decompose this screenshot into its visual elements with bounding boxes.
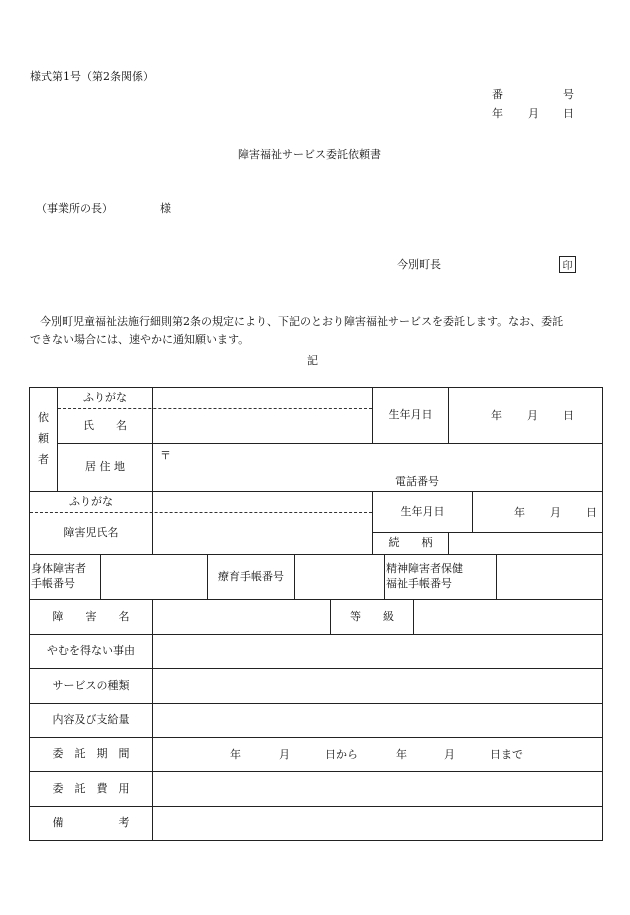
period-year-1: 年 — [230, 748, 241, 761]
period-month-2: 月 — [444, 748, 455, 761]
grade-label: 等 級 — [350, 609, 394, 623]
date-month-label: 月 — [528, 107, 539, 120]
body-line-2: できない場合には、速やかに通知願います。 — [30, 333, 250, 346]
address-label: 居 住 地 — [85, 460, 125, 474]
number-label-ban: 番 — [492, 88, 503, 101]
period-from: 日から — [325, 748, 358, 761]
child-birth-year: 年 — [514, 506, 525, 519]
child-name-label: 障害児氏名 — [63, 526, 119, 540]
number-label-go: 号 — [563, 88, 574, 101]
requester-furigana-label: ふりがな — [83, 390, 127, 404]
unavoidable-reason-label: やむを得ない事由 — [47, 644, 135, 658]
requester-birth-day: 日 — [563, 409, 574, 422]
child-furigana-label: ふりがな — [69, 494, 113, 508]
cost-label: 委 託 費 用 — [52, 781, 130, 795]
requester-label: 依 頼 者 — [38, 411, 49, 466]
date-day-label: 日 — [563, 107, 574, 120]
document-title: 障害福祉サービス委託依頼書 — [238, 148, 381, 161]
physical-handbook-label: 身体障害者 手帳番号 — [31, 562, 86, 590]
form-number: 様式第1号（第2条関係） — [30, 70, 154, 83]
seal-mark: 印 — [559, 256, 576, 273]
requester-name-label: 氏 名 — [83, 418, 127, 432]
content-amount-label: 内容及び支給量 — [52, 713, 130, 727]
child-birth-month: 月 — [550, 506, 561, 519]
period-to: 日まで — [490, 748, 523, 761]
ryoiku-handbook-label: 療育手帳番号 — [218, 569, 284, 583]
ki-label: 記 — [307, 354, 318, 367]
phone-label: 電話番号 — [395, 475, 439, 488]
child-birth-day: 日 — [586, 506, 597, 519]
sender-name: 今別町長 — [397, 258, 441, 271]
mental-handbook-label: 精神障害者保健 福祉手帳番号 — [386, 562, 463, 590]
date-year-label: 年 — [492, 107, 503, 120]
disability-name-label: 障 害 名 — [52, 609, 130, 623]
postal-mark: 〒 — [160, 449, 171, 462]
requester-birth-month: 月 — [527, 409, 538, 422]
requester-birth-year: 年 — [491, 409, 502, 422]
body-line-1: 今別町児童福祉法施行細則第2条の規定により、下記のとおり障害福祉サービスを委託します。なお、委託 — [40, 315, 564, 328]
relation-label: 続 柄 — [388, 536, 433, 550]
child-birthdate-label: 生年月日 — [400, 504, 445, 518]
remarks-label: 備 考 — [52, 816, 130, 830]
requester-birthdate-label: 生年月日 — [388, 408, 433, 422]
addressee-label: （事業所の長） — [36, 202, 113, 215]
period-month-1: 月 — [279, 748, 290, 761]
service-type-label: サービスの種類 — [52, 678, 130, 692]
addressee-honorific: 様 — [160, 202, 171, 215]
period-label: 委 託 期 間 — [52, 747, 130, 761]
period-year-2: 年 — [396, 748, 407, 761]
